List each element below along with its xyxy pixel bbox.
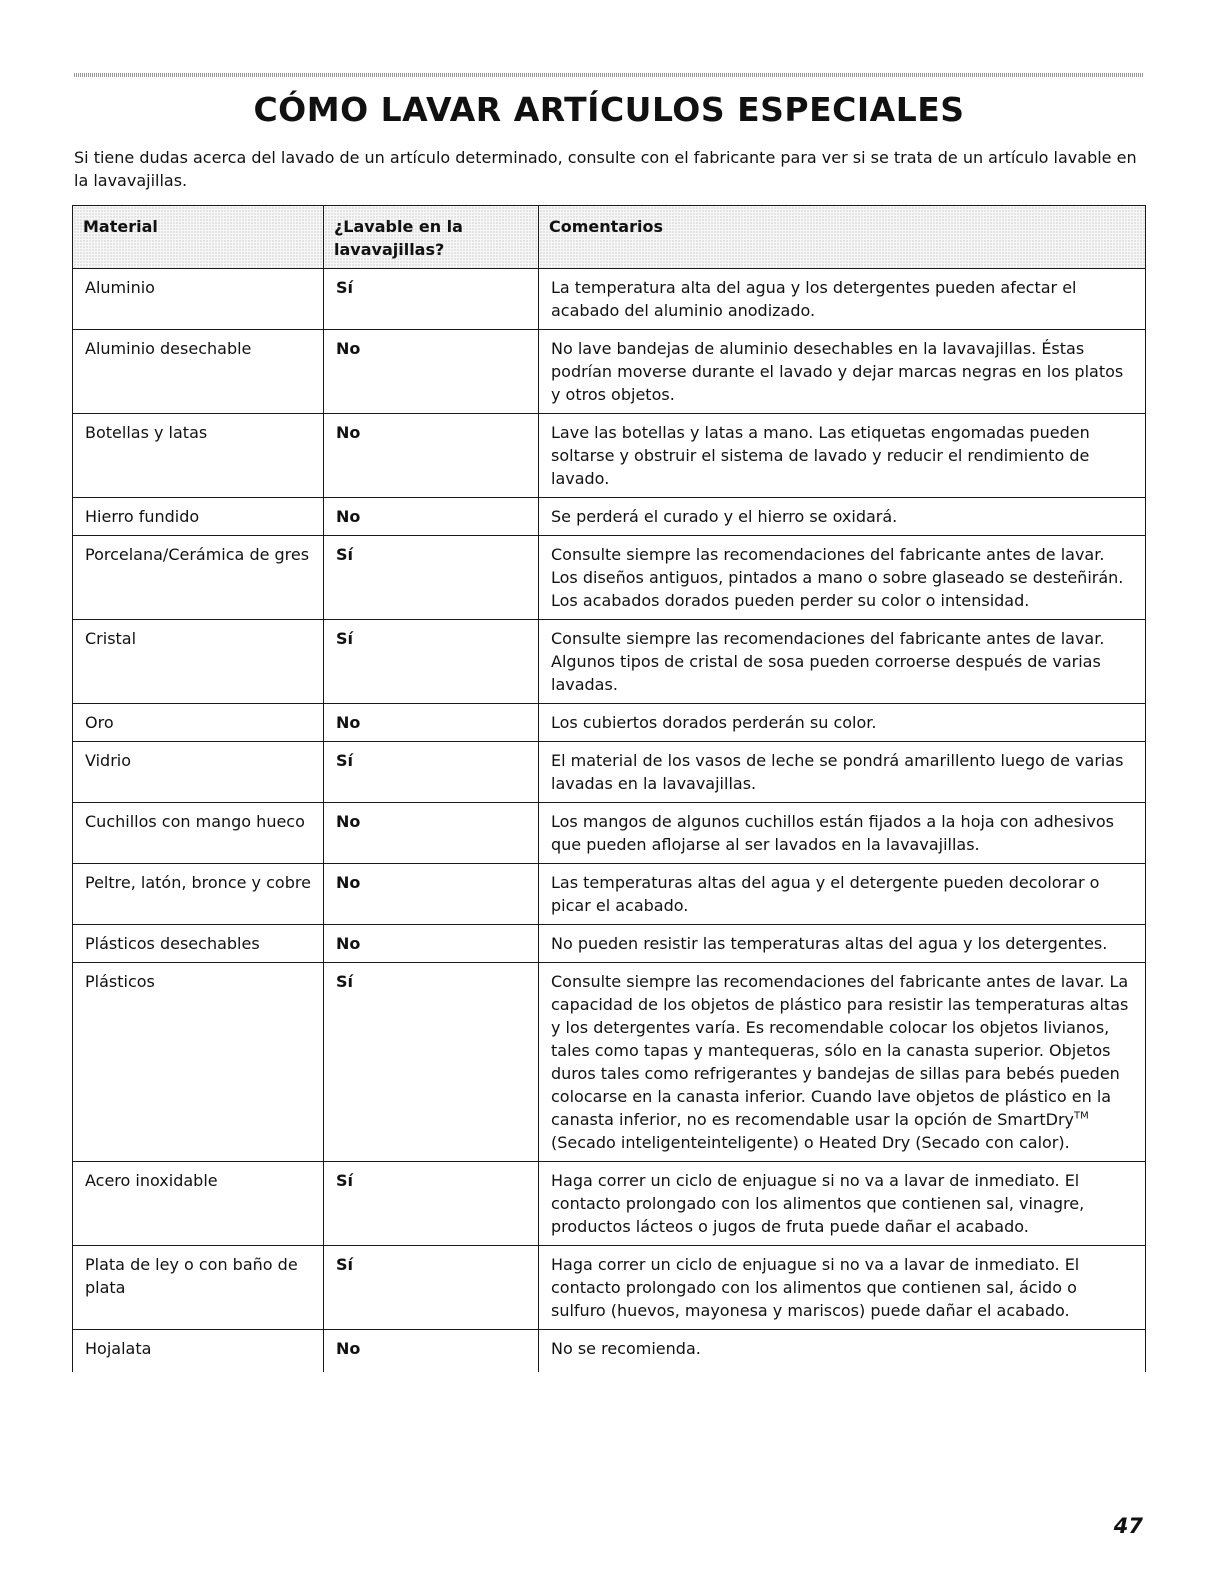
trademark-superscript: TM (1074, 1110, 1089, 1122)
table-row (73, 1246, 1146, 1330)
material-cell: Plata de ley o con baño de plata (73, 1246, 324, 1330)
comment-cell: Las temperaturas altas del agua y el detergente pueden decolorar o picar el acabado. (539, 864, 1146, 925)
table-row (73, 414, 1146, 498)
material-cell: Porcelana/Cerámica de gres (73, 536, 324, 620)
comment-text-tail: (Secado inteligenteinteligente) o Heated Dry (Secado con calor). (551, 1133, 1070, 1152)
washable-cell: Sí (324, 963, 539, 1162)
washable-cell: No (324, 1330, 539, 1373)
material-cell: Peltre, latón, bronce y cobre (73, 864, 324, 925)
material-cell: Hierro fundido (73, 498, 324, 536)
material-cell: Aluminio desechable (73, 330, 324, 414)
washable-cell: No (324, 414, 539, 498)
washable-cell: Sí (324, 742, 539, 803)
intro-paragraph: Si tiene dudas acerca del lavado de un artículo determinado, consulte con el fabricante para ver si se trata de un artículo lavable en la lavavajillas. (74, 148, 1137, 190)
washable-cell: No (324, 498, 539, 536)
top-dotted-rule (74, 73, 1144, 77)
comment-cell: Los mangos de algunos cuchillos están fijados a la hoja con adhesivos que pueden aflojarse al ser lavados en la lavavajillas. (539, 803, 1146, 864)
header-washable: ¿Lavable en la lavavajillas? (324, 206, 539, 269)
comment-cell: Haga correr un ciclo de enjuague si no va a lavar de inmediato. El contacto prolongado con los alimentos que contienen sal, vinagre, productos lácteos o jugos de fruta puede dañar el acabado. (539, 1162, 1146, 1246)
header-material: Material (73, 206, 324, 269)
comment-cell: Haga correr un ciclo de enjuague si no va a lavar de inmediato. El contacto prolongado con los alimentos que contienen sal, ácido o sulfuro (huevos, mayonesa y mariscos) puede dañar el acabado. (539, 1246, 1146, 1330)
material-cell: Oro (73, 704, 324, 742)
table-row (73, 803, 1146, 864)
table-row (73, 963, 1146, 1162)
comment-text: Consulte siempre las recomendaciones del fabricante antes de lavar. La capacidad de los objetos de plástico para resistir las temperaturas altas y los detergentes varía. Es recomendable colocar los objetos livianos, tales como tapas y mantequeras, sólo en la canasta superior. Objetos duros tales como refrigerantes y bandejas de sillas para bebés pueden colocarse en la canasta inferior. Cuando lave objetos de plástico en la canasta inferior, no es recomendable usar la opción de SmartDry (551, 972, 1129, 1129)
table-row (73, 498, 1146, 536)
material-cell: Botellas y latas (73, 414, 324, 498)
table-row (73, 1330, 1146, 1373)
comment-cell: Los cubiertos dorados perderán su color. (539, 704, 1146, 742)
washable-cell: Sí (324, 620, 539, 704)
table-header-row (73, 206, 1146, 269)
washable-cell: No (324, 864, 539, 925)
comment-cell: Lave las botellas y latas a mano. Las etiquetas engomadas pueden soltarse y obstruir el sistema de lavado y reducir el rendimiento de lavado. (539, 414, 1146, 498)
washable-cell: Sí (324, 1162, 539, 1246)
material-cell: Cuchillos con mango hueco (73, 803, 324, 864)
comment-cell: La temperatura alta del agua y los detergentes pueden afectar el acabado del aluminio anodizado. (539, 269, 1146, 330)
comment-cell: Consulte siempre las recomendaciones del fabricante antes de lavar. Algunos tipos de cristal de sosa pueden corroerse después de varias lavadas. (539, 620, 1146, 704)
page-number: 47 (1113, 1514, 1143, 1538)
table-row (73, 864, 1146, 925)
table-row (73, 704, 1146, 742)
material-cell: Aluminio (73, 269, 324, 330)
washable-cell: No (324, 704, 539, 742)
comment-cell: No se recomienda. (539, 1330, 1146, 1373)
header-comments: Comentarios (539, 206, 1146, 269)
material-cell: Plásticos desechables (73, 925, 324, 963)
comment-cell: Consulte siempre las recomendaciones del fabricante antes de lavar. Los diseños antiguos, pintados a mano o sobre glaseado se desteñirán. Los acabados dorados pueden perder su color o intensidad. (539, 536, 1146, 620)
washable-cell: No (324, 803, 539, 864)
comment-cell: El material de los vasos de leche se pondrá amarillento luego de varias lavadas en la lavavajillas. (539, 742, 1146, 803)
material-cell: Vidrio (73, 742, 324, 803)
comment-cell: Se perderá el curado y el hierro se oxidará. (539, 498, 1146, 536)
table-row (73, 330, 1146, 414)
washable-cell: No (324, 925, 539, 963)
comment-cell (539, 963, 1146, 1162)
comment-cell: No lave bandejas de aluminio desechables en la lavavajillas. Éstas podrían moverse durante el lavado y dejar marcas negras en los platos y otros objetos. (539, 330, 1146, 414)
table-row (73, 742, 1146, 803)
material-cell: Plásticos (73, 963, 324, 1162)
material-cell: Hojalata (73, 1330, 324, 1373)
table-row (73, 536, 1146, 620)
comment-cell: No pueden resistir las temperaturas altas del agua y los detergentes. (539, 925, 1146, 963)
special-items-table (72, 205, 1146, 1372)
table-row (73, 269, 1146, 330)
washable-cell: Sí (324, 1246, 539, 1330)
table-row (73, 620, 1146, 704)
table-row (73, 1162, 1146, 1246)
material-cell: Cristal (73, 620, 324, 704)
table-row (73, 925, 1146, 963)
washable-cell: No (324, 330, 539, 414)
washable-cell: Sí (324, 269, 539, 330)
page-title: CÓMO LAVAR ARTÍCULOS ESPECIALES (253, 90, 965, 129)
washable-cell: Sí (324, 536, 539, 620)
material-cell: Acero inoxidable (73, 1162, 324, 1246)
